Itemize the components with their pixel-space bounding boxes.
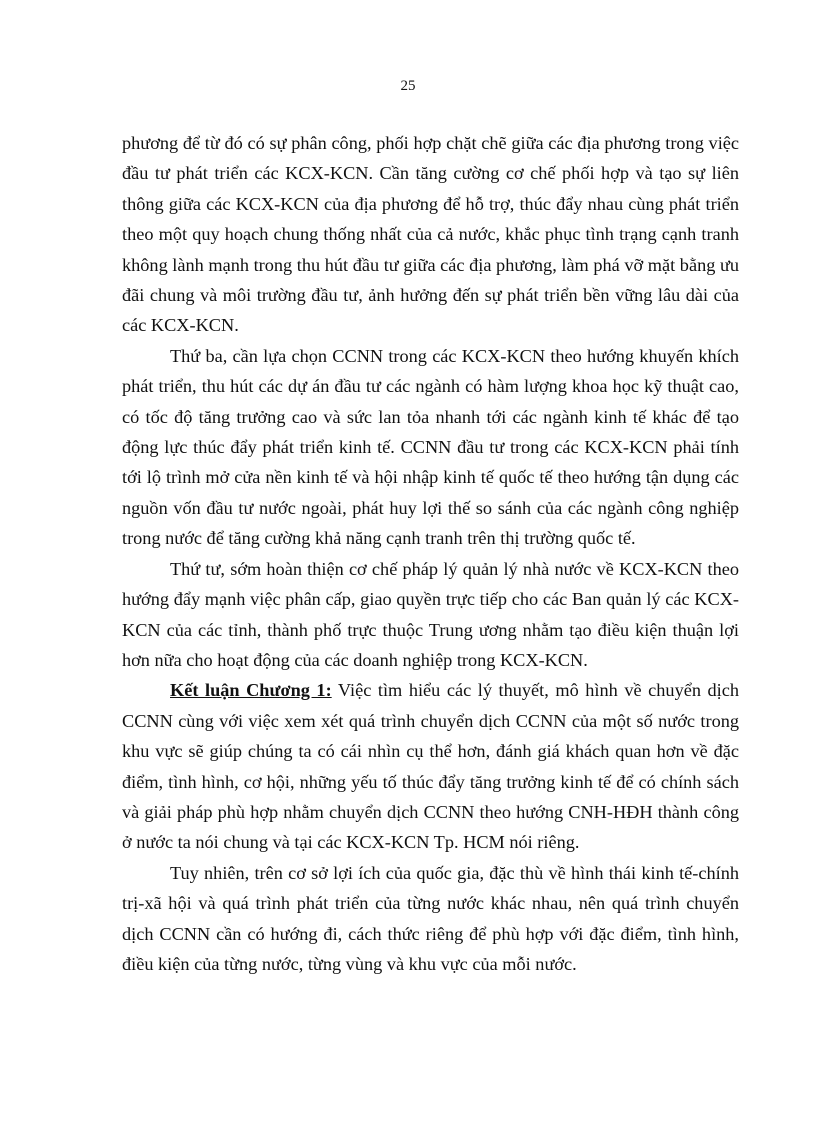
paragraph-conclusion: [122, 675, 739, 857]
conclusion-heading: Kết luận Chương 1:: [170, 680, 332, 701]
paragraph-1: phương để từ đó có sự phân công, phối hợp chặt chẽ giữa các địa phương trong việc đầu tư phát triển các KCX-KCN. Cần tăng cường cơ chế phối hợp và tạo sự liên thông giữa các KCX-KCN của địa phương để hỗ trợ, thúc đẩy nhau cùng phát triển theo một quy hoạch chung thống nhất của cả nước, khắc phục tình trạng cạnh tranh không lành mạnh trong thu hút đầu tư giữa các địa phương, làm phá vỡ mặt bằng ưu đãi chung và môi trường đầu tư, ảnh hưởng đến sự phát triển bền vững lâu dài của các KCX-KCN.: [122, 133, 739, 336]
page-number: 25: [400, 78, 416, 94]
conclusion-text: Việc tìm hiểu các lý thuyết, mô hình về chuyển dịch CCNN cùng với việc xem xét quá trình chuyển dịch CCNN của một số nước trong khu vực sẽ giúp chúng ta có cái nhìn cụ thể hơn, đánh giá khách quan hơn về đặc điểm, tình hình, cơ hội, những yếu tố thúc đẩy tăng trưởng kinh tế để có chính sách và giải pháp phù hợp nhằm chuyển dịch CCNN theo hướng CNH-HĐH thành công ở nước ta nói chung và tại các KCX-KCN Tp. HCM nói riêng.: [122, 680, 740, 853]
body-text: [122, 128, 739, 979]
paragraph-3: Thứ tư, sớm hoàn thiện cơ chế pháp lý quản lý nhà nước về KCX-KCN theo hướng đẩy mạnh việc phân cấp, giao quyền trực tiếp cho các Ban quản lý các KCX-KCN của các tỉnh, thành phố trực thuộc Trung ương nhằm tạo điều kiện thuận lợi hơn nữa cho hoạt động của các doanh nghiệp trong KCX-KCN.: [122, 558, 739, 670]
paragraph-5: Tuy nhiên, trên cơ sở lợi ích của quốc gia, đặc thù về hình thái kinh tế-chính trị-xã hội và quá trình phát triển của từng nước khác nhau, nên quá trình chuyển dịch CCNN cần có hướng đi, cách thức riêng để phù hợp với đặc điểm, tình hình, điều kiện của từng nước, từng vùng và khu vực của mỗi nước.: [122, 862, 739, 974]
paragraph-2: Thứ ba, cần lựa chọn CCNN trong các KCX-KCN theo hướng khuyến khích phát triển, thu hút các dự án đầu tư các ngành có hàm lượng khoa học kỹ thuật cao, có tốc độ tăng trưởng cao và sức lan tỏa nhanh tới các ngành kinh tế khác để tạo động lực thúc đẩy phát triển kinh tế. CCNN đầu tư trong các KCX-KCN phải tính tới lộ trình mở cửa nền kinh tế và hội nhập kinh tế quốc tế theo hướng tận dụng các nguồn vốn đầu tư nước ngoài, phát huy lợi thế so sánh của các ngành công nghiệp trong nước để tăng cường khả năng cạnh tranh trên thị trường quốc tế.: [122, 345, 739, 549]
